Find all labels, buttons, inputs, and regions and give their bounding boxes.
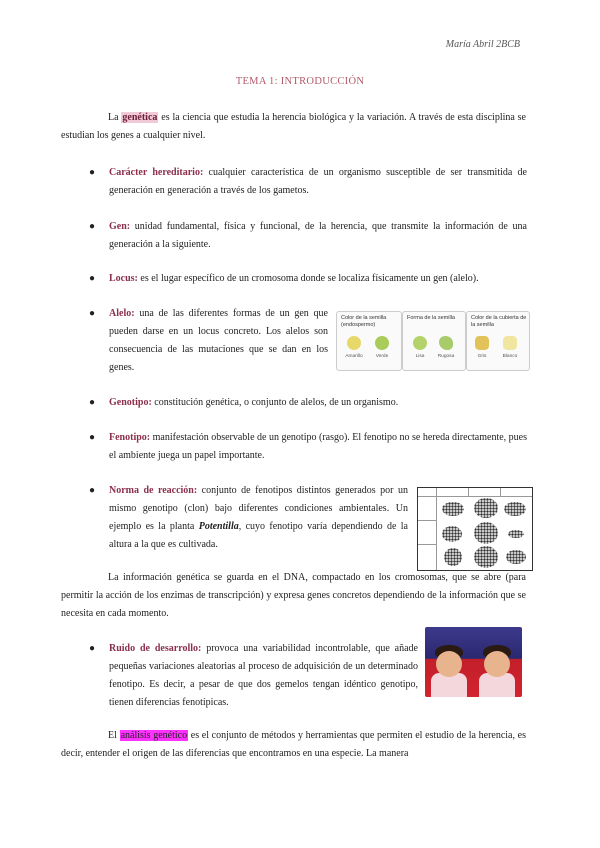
plant-specimen [442, 526, 462, 542]
bullet-fenotipo: Fenotipo: manifestación observable de un genotipo (rasgo). El fenotipo no se hereda directamente, pues el ambiente juega un papel importante. [109, 432, 527, 461]
alelo-figure [336, 311, 528, 369]
genetica-highlight: genética [122, 112, 158, 123]
white-coat-seed-icon [503, 336, 517, 350]
plant-specimen [508, 530, 524, 538]
wrinkled-seed-icon [439, 336, 453, 350]
green-seed-icon [375, 336, 389, 350]
plant-specimen [444, 548, 462, 566]
plant-specimen [504, 502, 526, 516]
author-header: María Abril 2BCB [445, 39, 520, 50]
bullet-norma-reaccion: Norma de reacción: conjunto de fenotipos distintos generados por un mismo genotipo (clon) bajo diferentes condiciones ambientales. Un ejemplo es la planta Potentilla, cuyo fenotipo varía dependiendo de la altura a la que es cultivada. [109, 485, 408, 550]
bullet-genotipo: Genotipo: constitución genética, o conjunto de alelos, de un organismo. [109, 397, 399, 408]
bullet-locus: Locus: es el lugar específico de un cromosoma donde se localiza físicamente un gen (alelo). [109, 273, 479, 284]
bullet-dot: ● [89, 485, 96, 496]
plant-specimen [474, 522, 498, 544]
bullet-gen: Gen: unidad fundamental, física y funcional, de la herencia, que transmite la información de una generación a la siguiente. [109, 221, 527, 250]
bullet-ruido-desarrollo: Ruido de desarrollo: provoca una variabilidad incontrolable, que añade pequeñas variaciones aleatorias al proceso de adquisición de un determinado fenotipo. Es decir, a pesar de que dos gemelos tengan idéntico genotipo, tienen diferencias fenotípicas. [109, 643, 418, 708]
bullet-alelo: Alelo: una de las diferentes formas de un gen que pueden darse en un locus concreto. Los alelos son consecuencia de las mutaciones que se dan en los genes. [109, 308, 328, 373]
bullet-dot: ● [89, 643, 96, 654]
plant-specimen [442, 502, 464, 516]
page-title: TEMA 1: INTRODUCCIÓN [235, 76, 365, 87]
bullet-dot: ● [89, 167, 96, 178]
potentilla-reaction-norm-figure [417, 487, 533, 571]
smooth-seed-icon [413, 336, 427, 350]
baby-face [484, 651, 510, 677]
figure-panel-seed-shape: Forma de la semilla Lisa Rugosa [402, 311, 466, 371]
plant-specimen [474, 498, 498, 518]
plant-specimen [506, 550, 526, 564]
figure-panel-endosperm-color: Color de la semilla (endospermo) Amarillo Verde [336, 311, 402, 371]
bullet-caracter-hereditario: Carácter hereditario: cualquier característica de un organismo susceptible de ser transmitida de generación en generación a través de los gametos. [109, 167, 527, 196]
bullet-dot: ● [89, 308, 96, 319]
intro-paragraph: La genética es la ciencia que estudia la herencia biológica y la variación. A través de esta disciplina se estudian los genes a cualquier nivel. [61, 112, 526, 141]
analisis-genetico-highlight: análisis genético [120, 730, 188, 741]
figure-panel-seed-coat-color: Color de la cubierta de la semilla Gris Blanco [466, 311, 530, 371]
dna-paragraph: La información genética se guarda en el DNA, compactado en los cromosomas, que se abre (para permitir la acción de los enzimas de transcripción) y expresa genes concretos dependiendo de la información que se necesita en cada momento. [61, 572, 526, 619]
gray-coat-seed-icon [475, 336, 489, 350]
bullet-dot: ● [89, 432, 96, 443]
twins-photo [425, 627, 522, 697]
bullet-dot: ● [89, 397, 96, 408]
bullet-dot: ● [89, 221, 96, 232]
yellow-seed-icon [347, 336, 361, 350]
plant-specimen [474, 546, 498, 568]
baby-face [436, 651, 462, 677]
bullet-dot: ● [89, 273, 96, 284]
analysis-paragraph: El análisis genético es el conjunto de métodos y herramientas que permiten el estudio de la herencia, es decir, entender el origen de las diferencias que encontramos en una especie. La manera [61, 730, 526, 759]
